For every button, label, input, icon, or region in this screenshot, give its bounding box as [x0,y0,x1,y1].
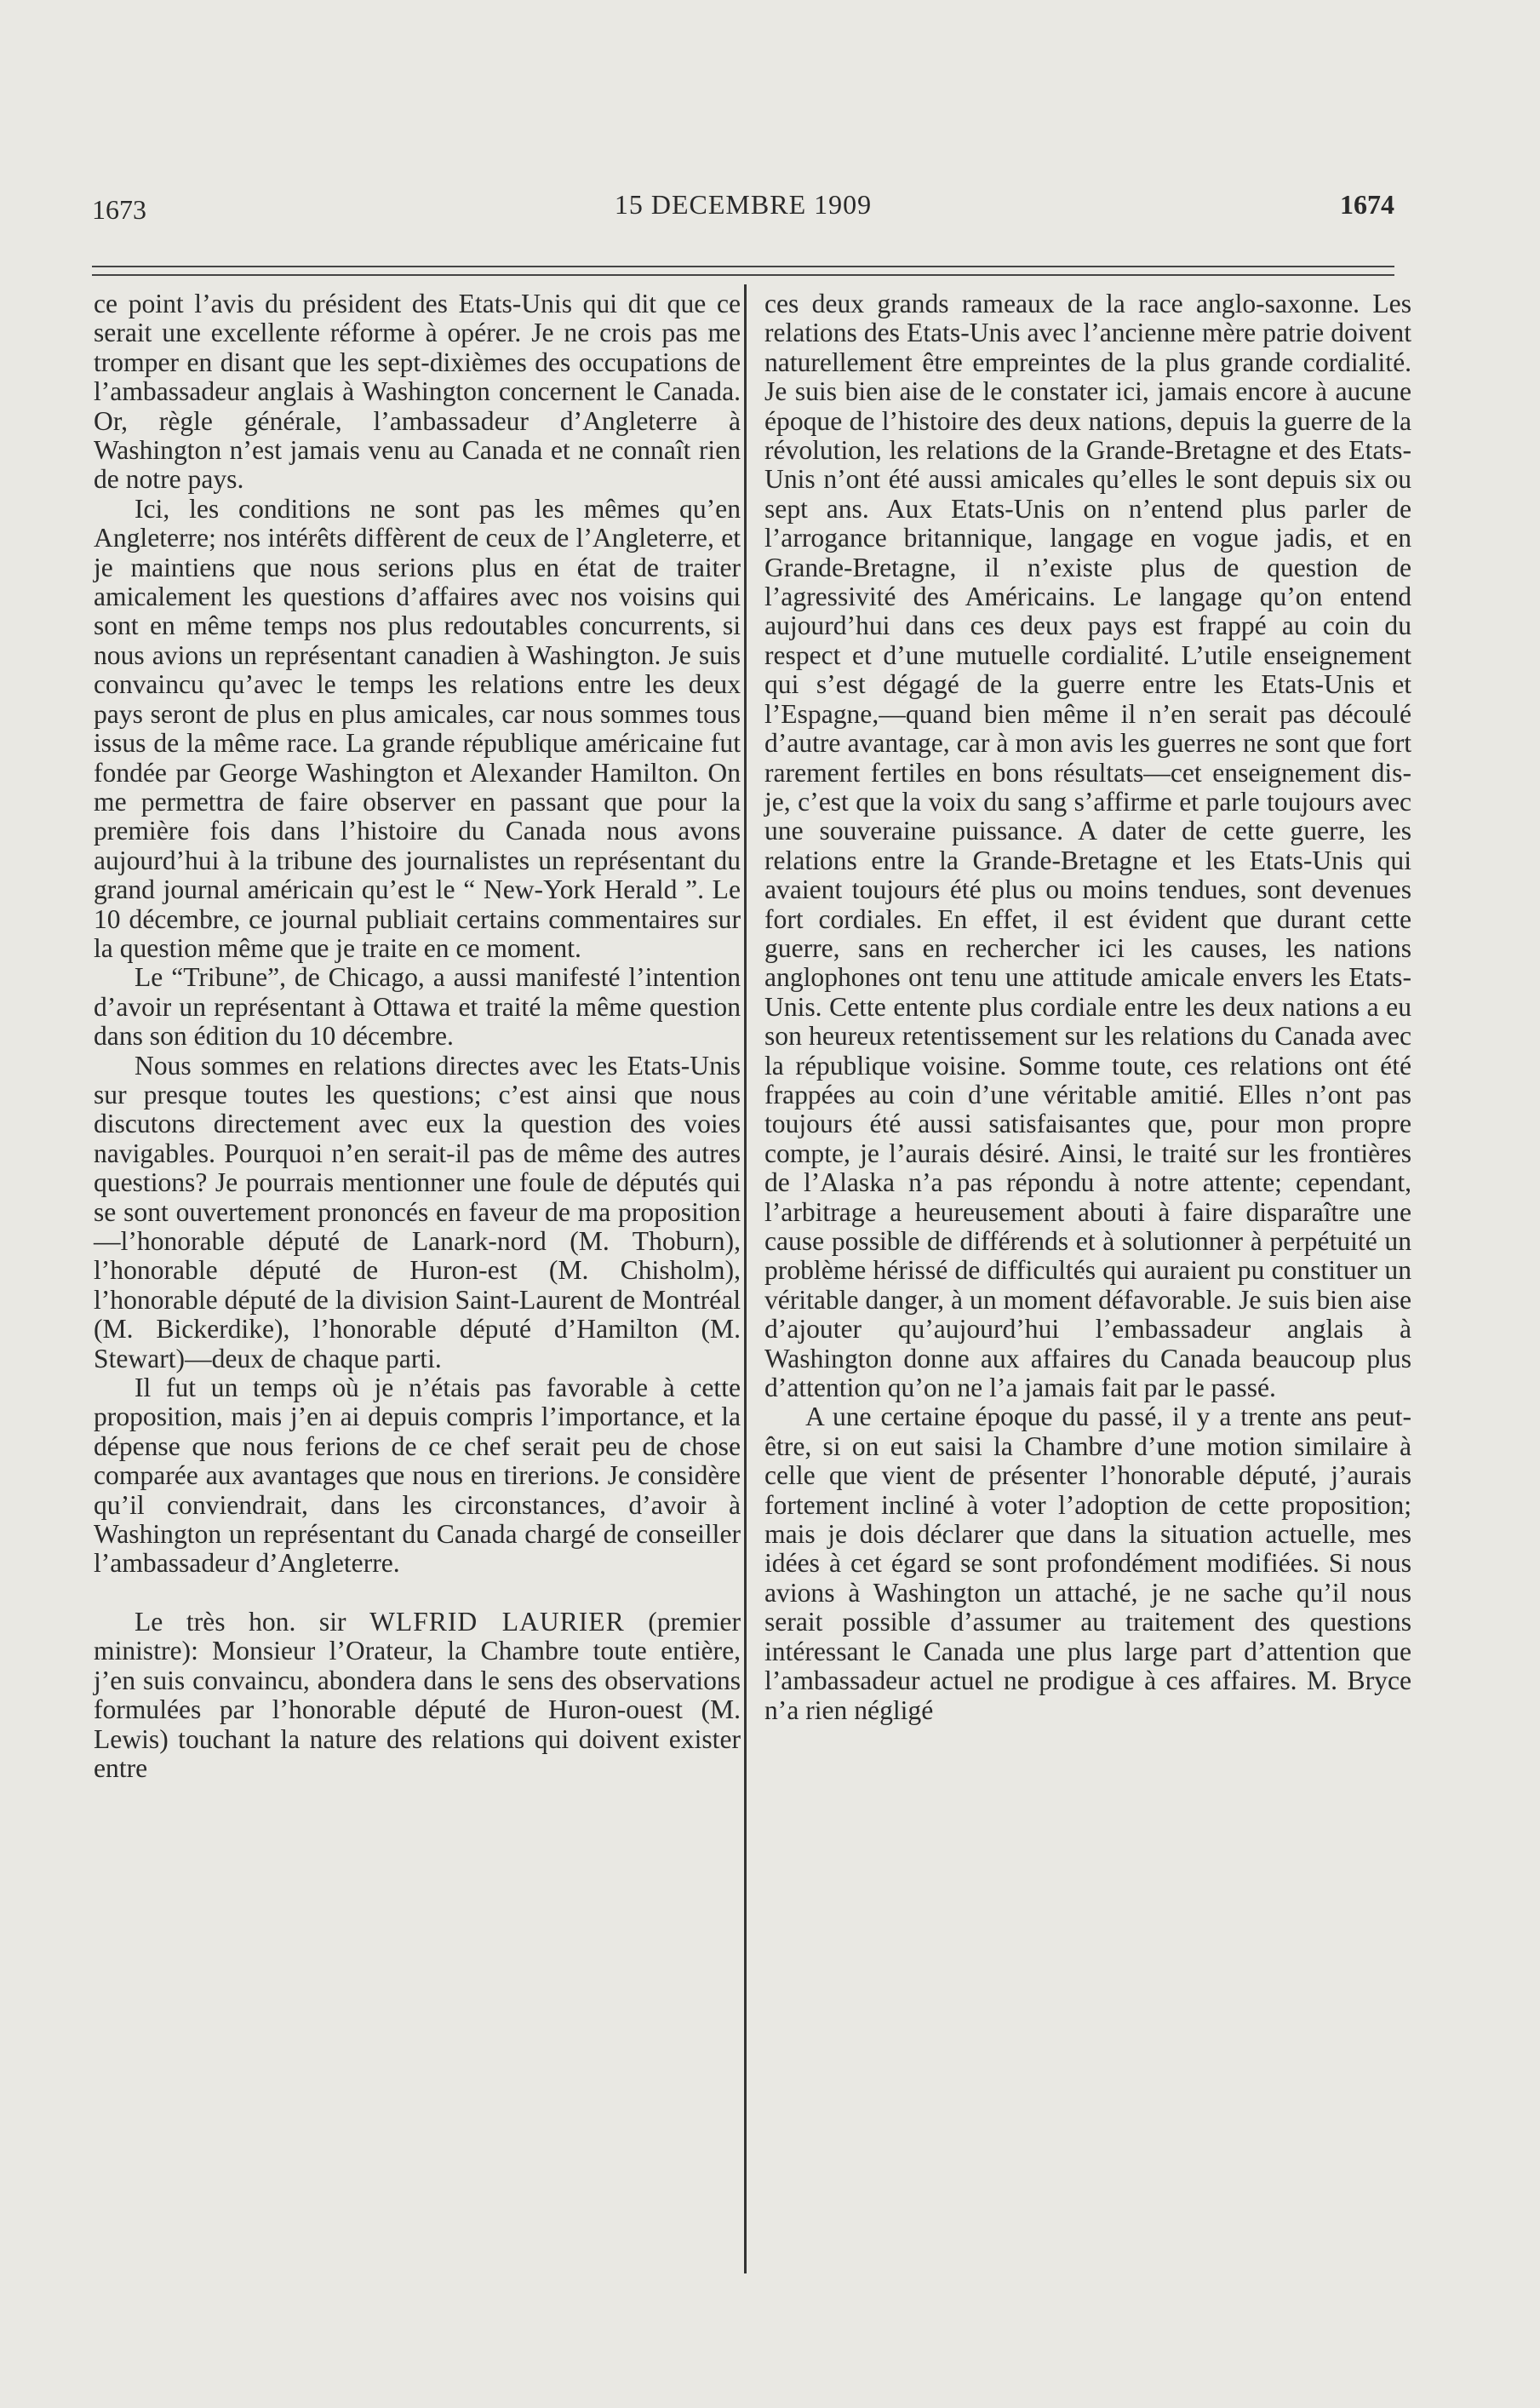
header-rule-bottom [92,274,1394,276]
right-column [764,290,1411,1725]
left-column [94,290,741,1783]
speaker-name: WLFRID LAURIER [369,1606,625,1637]
speaker-text: (premier ministre): Monsieur l’Orateur, la Chambre toute entière, j’en suis convaincu, abondera dans le sens des observations formulées par l’honorable député de Huron-ouest (M. Lewis) touchant la nature des relations qui doivent exister entre [94,1606,741,1783]
page-date: 15 DECEMBRE 1909 [614,189,873,220]
page-header [92,189,1394,232]
paragraph: Le “Tribune”, de Chicago, a aussi manifesté l’intention d’avoir un représentant à Ottawa et traité la même question dans son édition du 10 décembre. [94,962,741,1052]
paragraph: Nous sommes en relations directes avec les Etats-Unis sur presque toutes les questions; c’est ainsi que nous discutons directement avec eux la question des voies navigables. Pourquoi n’en serait-il pas de même des autres questions? Je pourrais mentionner une foule de députés qui se sont ouvertement prononcés en faveur de ma proposition—l’honorable député de Lanark-nord (M. Thoburn), l’honorable député de Huron-est (M. Chisholm), l’honorable député de la division Saint-Laurent de Montréal (M. Bickerdike), l’honorable député d’Hamilton (M. Stewart)—deux de chaque parti. [94,1050,741,1373]
paragraph: Ici, les conditions ne sont pas les mêmes qu’en Angleterre; nos intérêts diffèrent de ceux de l’Angleterre, et je maintiens que nous serions plus en état de traiter amicalement les questions d’affaires avec nos voisins qui sont en même temps nos plus redoutables concurrents, si nous avions un représentant canadien à Washington. Je suis convaincu qu’avec le temps les relations entre les deux pays seront de plus en plus amicales, car nous sommes tous issus de la même race. La grande république américaine fut fondée par George Washington et Alexander Hamilton. On me permettra de faire observer en passant que pour la première fois dans l’histoire du Canada nous avons aujourd’hui à la tribune des journalistes un représentant du grand journal américain qu’est le “ New-York Herald ”. Le 10 décembre, ce journal publiait certains commentaires sur la question même que je traite en ce moment. [94,493,741,963]
right-page-number: 1674 [1340,189,1394,220]
paragraph: ces deux grands rameaux de la race anglo-saxonne. Les relations des Etats-Unis avec l’ancienne mère patrie doivent naturellement être empreintes de la plus grande cordialité. Je suis bien aise de le constater ici, jamais encore à aucune époque de l’histoire des deux nations, depuis la guerre de la révolution, les relations de la Grande-Bretagne et des Etats-Unis n’ont été aussi amicales qu’elles le sont depuis six ou sept ans. Aux Etats-Unis on n’entend plus parler de l’arrogance britannique, langage en vogue jadis, et en Grande-Bretagne, il n’existe plus de question de l’agressivité des Américains. Le langage qu’on entend aujourd’hui dans ces deux pays est frappé au coin du respect et d’une mutuelle cordialité. L’utile enseignement qui s’est dégagé de la guerre entre les Etats-Unis et l’Espagne,—quand bien même il n’en serait pas découlé d’autre avantage, car à mon avis les guerres ne sont que fort rarement fertiles en bons résultats—cet enseignement dis-je, c’est que la voix du sang s’affirme et parle toujours avec une souveraine puissance. A dater de cette guerre, les relations entre la Grande-Bretagne et les Etats-Unis qui avaient toujours été plus ou moins tendues, sont devenues fort cordiales. En effet, il est évident que durant cette guerre, sans en rechercher ici les causes, les nations anglophones ont tenu une attitude amicale envers les Etats-Unis. Cette entente plus cordiale entre les deux nations a eu son heureux retentissement sur les relations du Canada avec la république voisine. Somme toute, ces relations ont été frappées au coin d’une véritable amitié. Elles n’ont pas toujours été aussi satisfaisantes que, pour mon propre compte, je l’aurais désiré. Ainsi, le traité sur les frontières de l’Alaska n’a pas répondu à notre attente; cependant, l’arbitrage a heureusement abouti à faire disparaître une cause possible de différends et à solutionner à perpétuité un problème hérissé de difficultés qui auraient pu constituer un véritable danger, à un moment défavorable. Je suis bien aise d’ajouter qu’aujourd’hui l’embassadeur anglais à Washington donne aux affaires du Canada beaucoup plus d’attention qu’on ne l’a jamais fait par le passé. [764,289,1411,1403]
paragraph: ce point l’avis du président des Etats-Unis qui dit que ce serait une excellente réforme à opérer. Je ne crois pas me tromper en disant que les sept-dixièmes des occupations de l’ambassadeur anglais à Washington concernent le Canada. Or, règle générale, l’ambassadeur d’Angleterre à Washington n’est jamais venu au Canada et ne connaît rien de notre pays. [94,289,741,495]
speaker-paragraph [94,1608,741,1783]
column-divider [744,284,747,2273]
speaker-intro: Le très hon. sir [135,1606,346,1637]
left-page-number: 1673 [92,194,146,225]
header-rule-top [92,266,1394,267]
paragraph: Il fut un temps où je n’étais pas favorable à cette proposition, mais j’en ai depuis compris l’importance, et la dépense que nous ferions de ce chef serait peu de chose comparée aux avantages que nous en tirerions. Je considère qu’il conviendrait, dans les circonstances, d’avoir à Washington un représentant du Canada chargé de conseiller l’ambassadeur d’Angleterre. [94,1373,741,1579]
paragraph: A une certaine époque du passé, il y a trente ans peut-être, si on eut saisi la Chambre d’une motion similaire à celle que vient de présenter l’honorable député, j’aurais fortement incliné à voter l’adoption de cette proposition; mais je dois déclarer que dans la situation actuelle, mes idées à cet égard se sont profondément modifiées. Si nous avions à Washington un attaché, je ne sache qu’il nous serait possible d’assumer au traitement des questions intéressant le Canada une plus large part d’attention que l’ambassadeur actuel ne prodigue à ces affaires. M. Bryce n’a rien négligé [764,1402,1411,1725]
